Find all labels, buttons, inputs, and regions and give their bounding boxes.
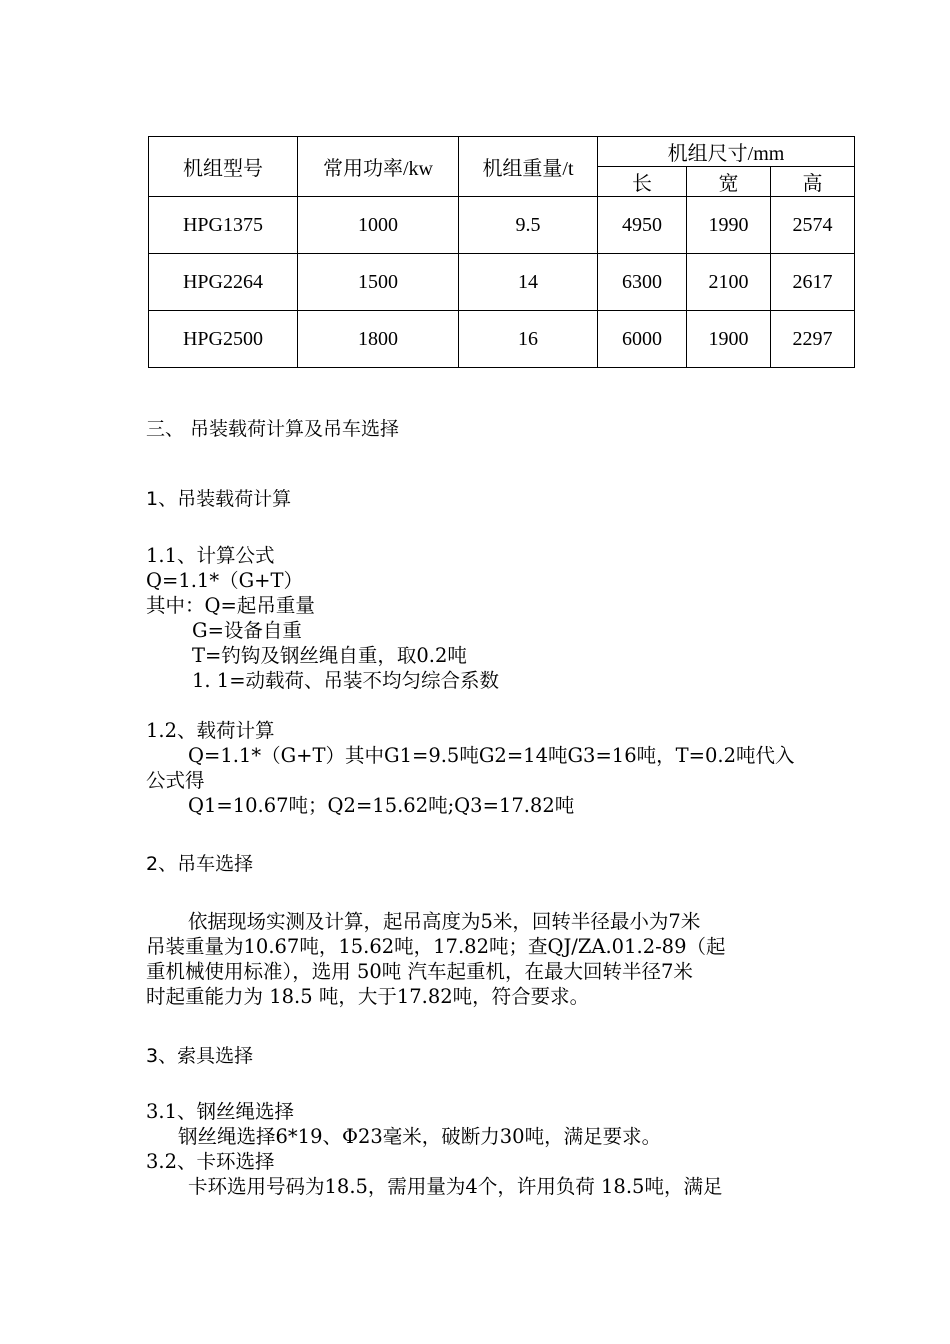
cell-length: 4950 <box>598 197 687 254</box>
formula-title: 1.1、计算公式 <box>146 544 275 567</box>
table-row <box>149 197 855 254</box>
wire-rope-text: 钢丝绳选择6*19、Φ23毫米，破断力30吨，满足要求。 <box>178 1125 662 1148</box>
cell-length: 6300 <box>598 254 687 311</box>
cell-height: 2617 <box>771 254 855 311</box>
shackle-title: 3.2、卡环选择 <box>146 1150 275 1173</box>
cell-width: 1990 <box>687 197 771 254</box>
crane-paragraph-line: 时起重能力为 18.5 吨，大于17.82吨，符合要求。 <box>146 985 590 1008</box>
formula-def-coef: 1. 1=动载荷、吊装不均匀综合系数 <box>192 669 500 692</box>
formula-where: 其中：Q=起吊重量 <box>146 594 315 617</box>
wire-rope-title: 3.1、钢丝绳选择 <box>146 1100 295 1123</box>
header-power: 常用功率/kw <box>298 137 459 197</box>
cell-width: 2100 <box>687 254 771 311</box>
table-row <box>149 311 855 368</box>
cell-length: 6000 <box>598 311 687 368</box>
load-calc-line: 公式得 <box>146 769 205 792</box>
subsection-heading-load: 1、吊装载荷计算 <box>146 488 292 510</box>
genset-spec-table <box>148 136 855 368</box>
formula-def-t: T=钓钩及钢丝绳自重，取0.2吨 <box>192 644 467 667</box>
subsection-heading-rigging: 3、索具选择 <box>146 1045 254 1067</box>
header-width: 宽 <box>687 167 771 197</box>
load-calc-title: 1.2、载荷计算 <box>146 719 275 742</box>
crane-paragraph-line: 依据现场实测及计算，起吊高度为5米，回转半径最小为7米 <box>188 910 701 933</box>
cell-power: 1500 <box>298 254 459 311</box>
cell-model: HPG2500 <box>149 311 298 368</box>
header-height: 高 <box>771 167 855 197</box>
cell-weight: 9.5 <box>459 197 598 254</box>
table-header-row <box>149 137 855 167</box>
table-row <box>149 254 855 311</box>
cell-model: HPG1375 <box>149 197 298 254</box>
header-weight: 机组重量/t <box>459 137 598 197</box>
load-calc-result: Q1=10.67吨；Q2=15.62吨;Q3=17.82吨 <box>188 794 575 817</box>
crane-paragraph-line: 重机械使用标准），选用 50吨 汽车起重机，在最大回转半径7米 <box>146 960 693 983</box>
subsection-heading-crane: 2、吊车选择 <box>146 853 254 875</box>
header-model: 机组型号 <box>149 137 298 197</box>
cell-power: 1800 <box>298 311 459 368</box>
formula-def-g: G=设备自重 <box>192 619 302 642</box>
cell-weight: 14 <box>459 254 598 311</box>
cell-width: 1900 <box>687 311 771 368</box>
crane-paragraph-line: 吊装重量为10.67吨，15.62吨，17.82吨；查QJ/ZA.01.2-89（起 <box>146 935 726 958</box>
cell-model: HPG2264 <box>149 254 298 311</box>
load-calc-line: Q=1.1*（G+T）其中G1=9.5吨G2=14吨G3=16吨，T=0.2吨代入 <box>188 744 795 767</box>
header-length: 长 <box>598 167 687 197</box>
cell-weight: 16 <box>459 311 598 368</box>
cell-height: 2574 <box>771 197 855 254</box>
section-heading-3: 三、 吊装载荷计算及吊车选择 <box>146 418 400 440</box>
header-size: 机组尺寸/mm <box>598 137 855 167</box>
cell-power: 1000 <box>298 197 459 254</box>
cell-height: 2297 <box>771 311 855 368</box>
shackle-text: 卡环选用号码为18.5，需用量为4个，许用负荷 18.5吨，满足 <box>188 1175 723 1198</box>
formula: Q=1.1*（G+T） <box>146 569 304 592</box>
